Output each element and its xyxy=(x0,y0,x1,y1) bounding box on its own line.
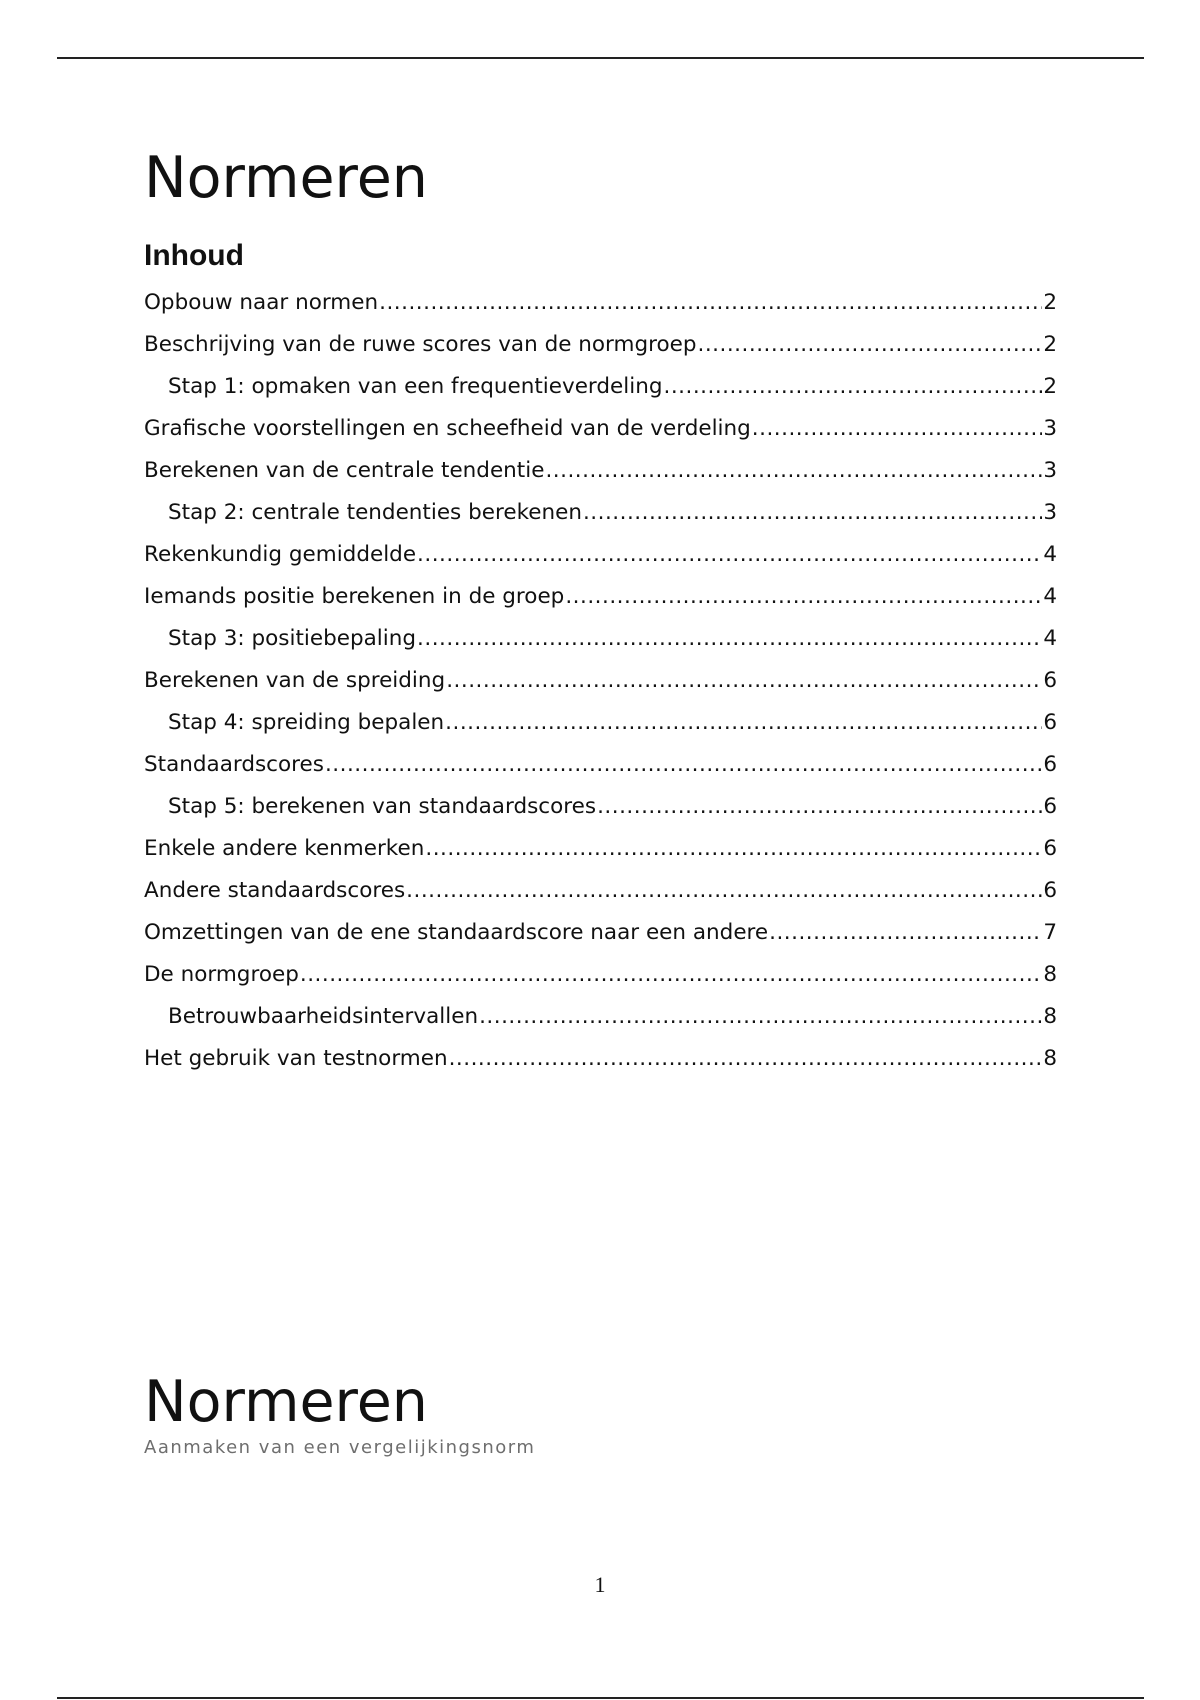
toc-entry-page: 6 xyxy=(1043,668,1057,693)
toc-entry-page: 8 xyxy=(1043,1004,1057,1029)
page-number: 1 xyxy=(594,1572,606,1597)
toc-dot-leader xyxy=(545,450,1042,492)
toc-dot-leader xyxy=(446,660,1042,702)
toc-entry[interactable] xyxy=(144,786,1057,828)
toc-entry[interactable] xyxy=(144,828,1057,870)
toc-dot-leader xyxy=(379,282,1042,324)
toc-entry-title: Standaardscores xyxy=(144,752,324,777)
toc-entry-page: 2 xyxy=(1043,374,1057,399)
toc-entry[interactable] xyxy=(144,534,1057,576)
toc-entry-page: 4 xyxy=(1043,584,1057,609)
toc-entry[interactable] xyxy=(144,450,1057,492)
toc-entry-page: 2 xyxy=(1043,290,1057,315)
toc-entry-page: 6 xyxy=(1043,752,1057,777)
toc-entry[interactable] xyxy=(144,282,1057,324)
cover-title: Normeren xyxy=(144,1369,428,1435)
toc-dot-leader xyxy=(449,1038,1043,1080)
toc-dot-leader xyxy=(583,492,1042,534)
toc-entry-title: Iemands positie berekenen in de groep xyxy=(144,584,565,609)
toc-entry[interactable] xyxy=(144,366,1057,408)
toc-entry[interactable] xyxy=(144,660,1057,702)
toc-entry-title: Opbouw naar normen xyxy=(144,290,379,315)
toc-dot-leader xyxy=(425,828,1042,870)
document-title: Normeren xyxy=(144,145,428,211)
toc-entry[interactable] xyxy=(144,870,1057,912)
toc-entry-page: 2 xyxy=(1043,332,1057,357)
toc-entry-page: 4 xyxy=(1043,626,1057,651)
toc-entry[interactable] xyxy=(144,324,1057,366)
toc-entry-page: 3 xyxy=(1043,500,1057,525)
toc-entry[interactable] xyxy=(144,492,1057,534)
toc-entry[interactable] xyxy=(144,744,1057,786)
toc-entry-title: Beschrijving van de ruwe scores van de normgroep xyxy=(144,332,697,357)
toc-entry-title: Rekenkundig gemiddelde xyxy=(144,542,417,567)
toc-dot-leader xyxy=(698,324,1043,366)
toc-heading: Inhoud xyxy=(144,239,244,272)
toc-dot-leader xyxy=(752,408,1043,450)
toc-dot-leader xyxy=(417,618,1042,660)
toc-dot-leader xyxy=(769,912,1042,954)
table-of-contents xyxy=(144,282,1057,1080)
toc-entry-page: 6 xyxy=(1043,794,1057,819)
toc-entry-page: 7 xyxy=(1043,920,1057,945)
toc-entry-title: Betrouwbaarheidsintervallen xyxy=(168,1004,479,1029)
toc-entry-page: 4 xyxy=(1043,542,1057,567)
toc-entry[interactable] xyxy=(144,702,1057,744)
toc-entry-title: De normgroep xyxy=(144,962,299,987)
toc-entry-title: Omzettingen van de ene standaardscore naar een andere xyxy=(144,920,769,945)
toc-entry[interactable] xyxy=(144,954,1057,996)
toc-entry-title: Berekenen van de spreiding xyxy=(144,668,446,693)
cover-subtitle: Aanmaken van een vergelijkingsnorm xyxy=(144,1437,536,1458)
toc-entry-title: Stap 2: centrale tendenties berekenen xyxy=(168,500,582,525)
toc-dot-leader xyxy=(597,786,1042,828)
toc-dot-leader xyxy=(417,534,1042,576)
toc-entry-page: 6 xyxy=(1043,836,1057,861)
toc-entry[interactable] xyxy=(144,912,1057,954)
toc-entry-title: Andere standaardscores xyxy=(144,878,406,903)
toc-dot-leader xyxy=(406,870,1042,912)
toc-dot-leader xyxy=(479,996,1042,1038)
footer-rule xyxy=(57,1697,1144,1699)
toc-entry-title: Stap 3: positiebepaling xyxy=(168,626,417,651)
toc-entry[interactable] xyxy=(144,576,1057,618)
header-rule xyxy=(57,57,1144,59)
toc-entry-title: Stap 5: berekenen van standaardscores xyxy=(168,794,597,819)
toc-dot-leader xyxy=(325,744,1042,786)
toc-entry-title: Enkele andere kenmerken xyxy=(144,836,425,861)
toc-entry[interactable] xyxy=(144,996,1057,1038)
toc-entry-title: Grafische voorstellingen en scheefheid van de verdeling xyxy=(144,416,751,441)
toc-entry-title: Stap 1: opmaken van een frequentieverdeling xyxy=(168,374,663,399)
toc-entry[interactable] xyxy=(144,618,1057,660)
toc-dot-leader xyxy=(300,954,1042,996)
toc-entry-page: 8 xyxy=(1043,962,1057,987)
toc-dot-leader xyxy=(664,366,1043,408)
toc-entry-page: 6 xyxy=(1043,878,1057,903)
toc-entry-title: Berekenen van de centrale tendentie xyxy=(144,458,545,483)
toc-entry[interactable] xyxy=(144,1038,1057,1080)
toc-entry-title: Het gebruik van testnormen xyxy=(144,1046,448,1071)
toc-entry-title: Stap 4: spreiding bepalen xyxy=(168,710,445,735)
toc-entry-page: 8 xyxy=(1043,1046,1057,1071)
toc-dot-leader xyxy=(445,702,1042,744)
toc-entry[interactable] xyxy=(144,408,1057,450)
toc-entry-page: 6 xyxy=(1043,710,1057,735)
toc-entry-page: 3 xyxy=(1043,458,1057,483)
toc-dot-leader xyxy=(565,576,1042,618)
toc-entry-page: 3 xyxy=(1043,416,1057,441)
